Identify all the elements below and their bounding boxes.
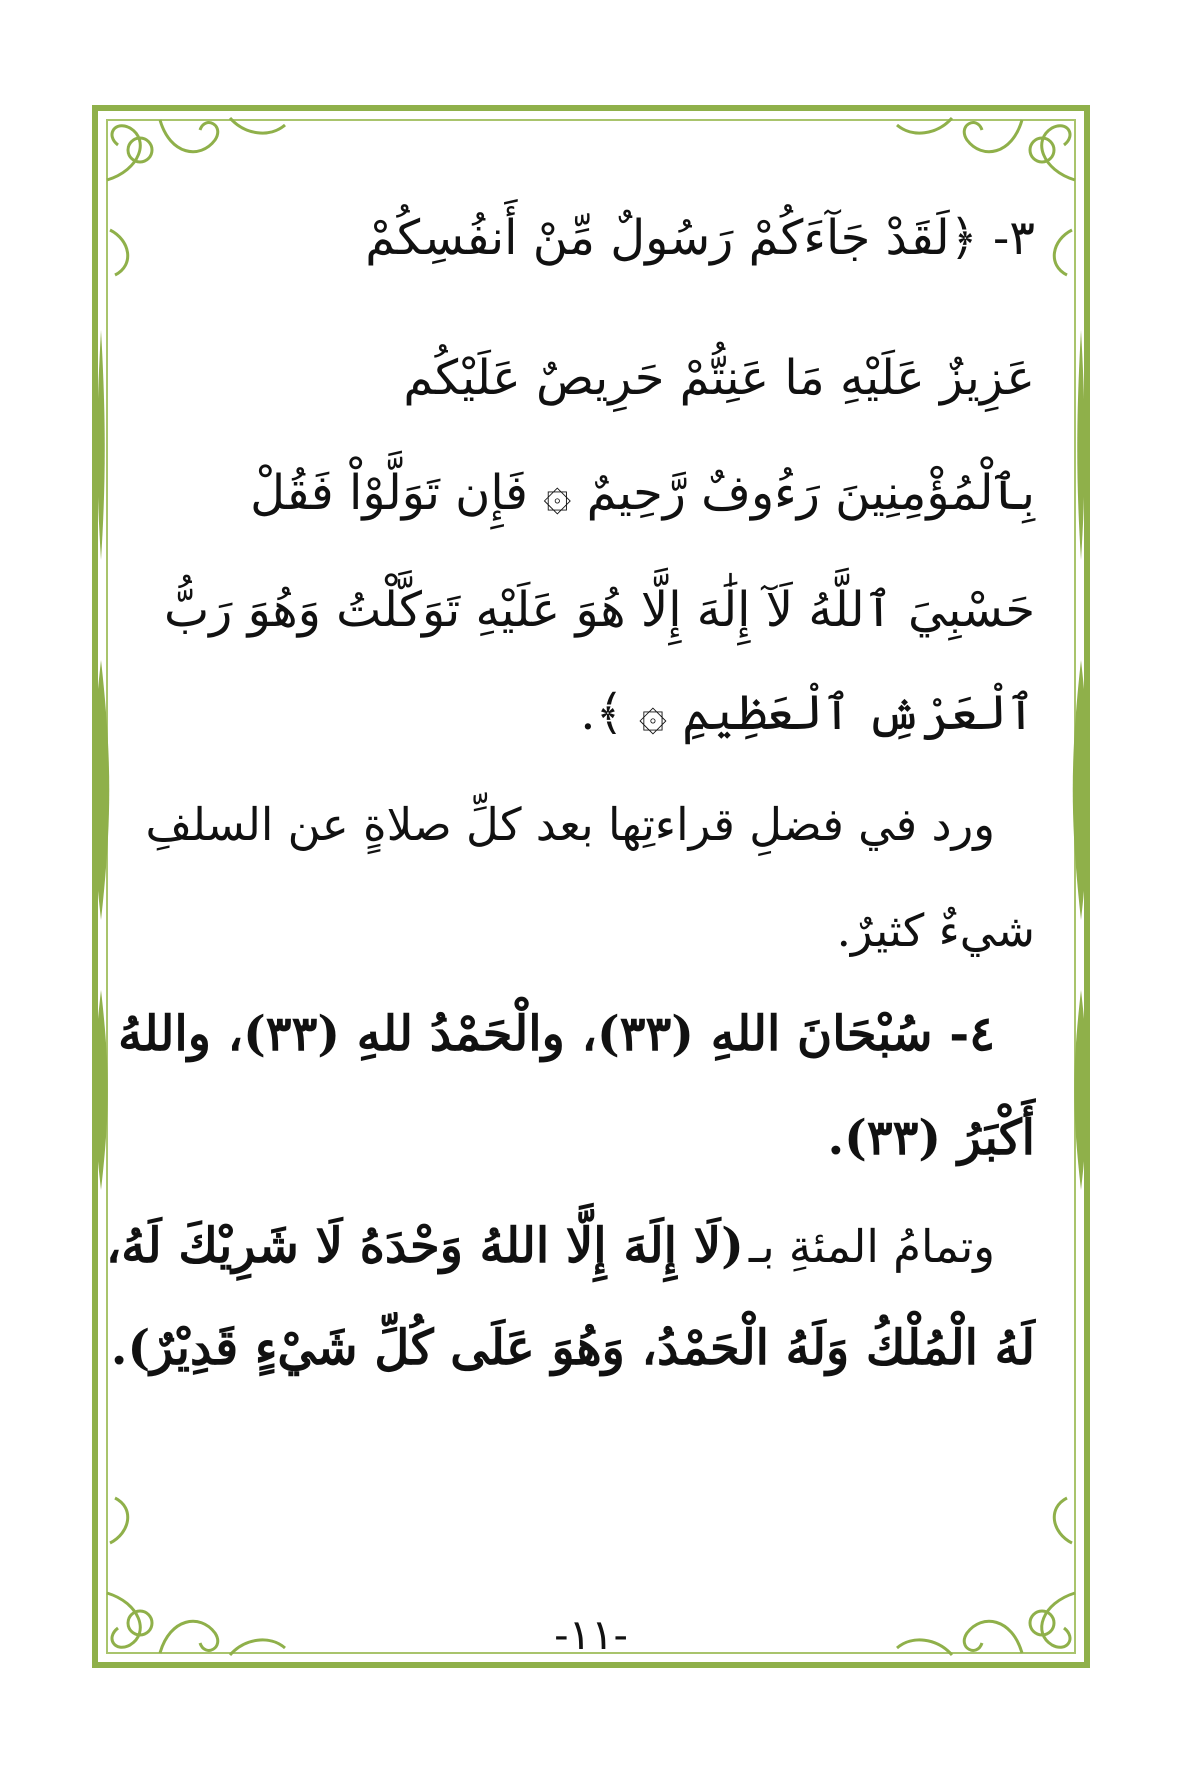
page-number: -١١-	[554, 1610, 628, 1659]
item-4-line-2: أَكْبَرُ (٣٣).	[827, 1110, 1035, 1166]
note-line-2: شيءٌ كثيرٌ.	[836, 904, 1035, 957]
verse-line-3: بِٱلْمُؤْمِنِينَ رَءُوفٌ رَّحِيمٌ ۞ فَإِن تَوَلَّوْاْ فَقُلْ	[250, 465, 1035, 521]
completion-prefix: وتمامُ المئةِ بـ	[748, 1220, 995, 1273]
note-line-1: ورد في فضلِ قراءتِها بعد كلِّ صلاةٍ عن السلفِ	[145, 798, 995, 851]
completion-line-1	[105, 1218, 995, 1274]
item-4-line-1: ٤- سُبْحَانَ اللهِ (٣٣)، والْحَمْدُ للهِ (٣٣)، واللهُ	[118, 1006, 995, 1062]
verse-line-5: ٱلْعَرْشِ ٱلْعَظِيمِ ۞ ﴾.	[580, 685, 1035, 741]
verse-line-2: عَزِيزٌ عَلَيْهِ مَا عَنِتُّمْ حَرِيصٌ عَلَيْكُم	[403, 350, 1035, 406]
completion-dhikr-part-1: (لَا إِلَهَ إِلَّا اللهُ وَحْدَهُ لَا شَرِيْكَ لَهُ،	[105, 1218, 744, 1274]
verse-line-4: حَسْبِيَ ٱللَّهُ لَآ إِلَٰهَ إِلَّا هُوَ عَلَيْهِ تَوَكَّلْتُ وَهُوَ رَبُّ	[163, 582, 1035, 638]
verse-line-1: ٣- ﴿لَقَدْ جَآءَكُمْ رَسُولٌ مِّنْ أَنفُسِكُمْ	[365, 210, 1035, 266]
page-content	[105, 190, 1035, 1580]
completion-line-2: لَهُ الْمُلْكُ وَلَهُ الْحَمْدُ، وَهُوَ عَلَى كُلِّ شَيْءٍ قَدِيْرٌ).	[110, 1320, 1035, 1376]
